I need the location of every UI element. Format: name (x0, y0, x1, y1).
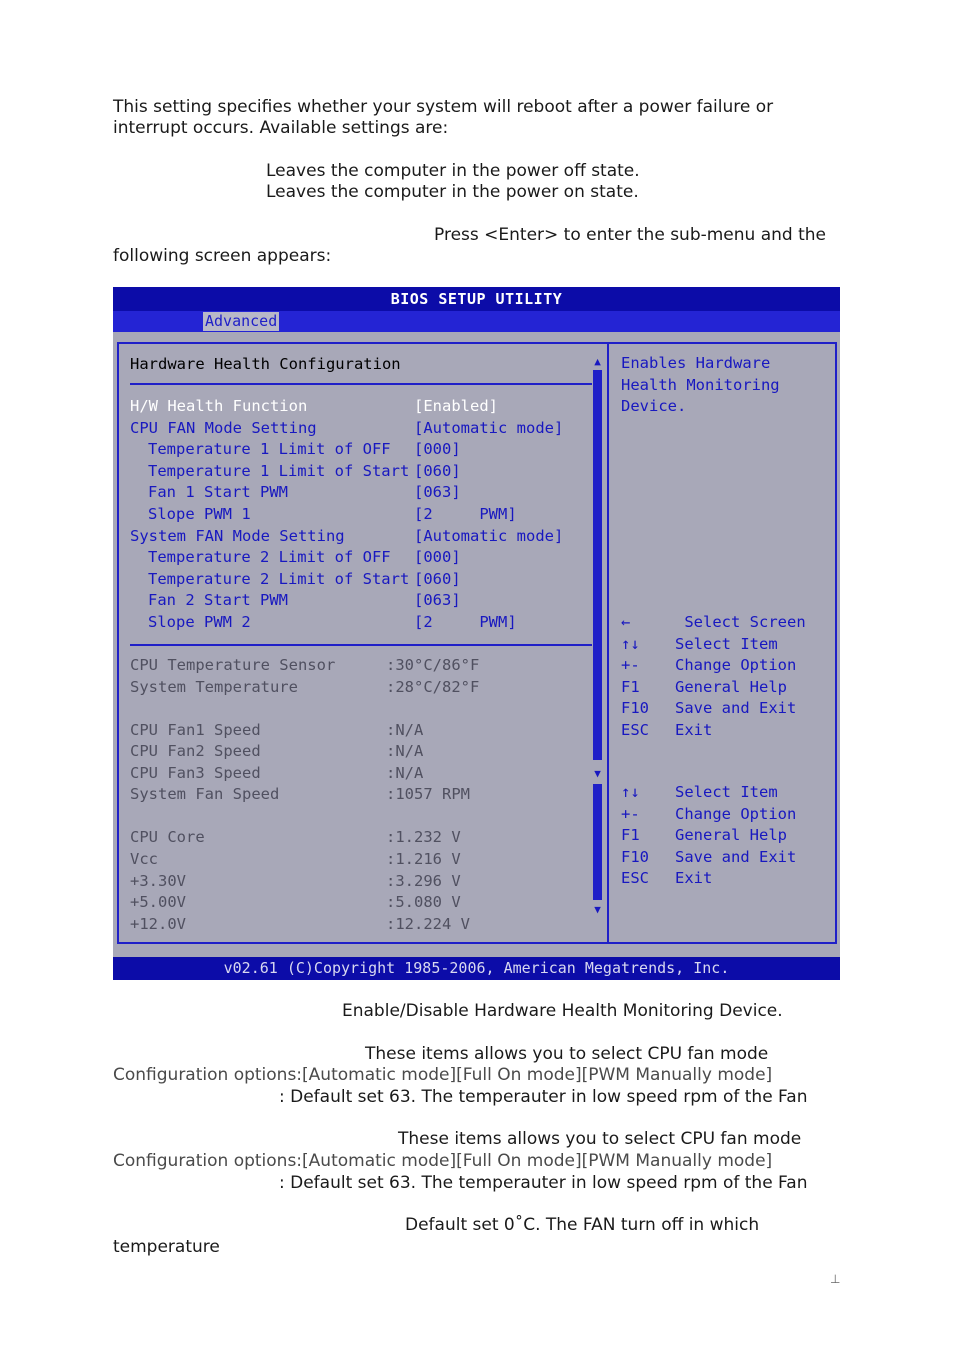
key-name: ↑↓ (621, 783, 640, 801)
bios-tab-bar (113, 311, 840, 332)
hw-health-description: Enable/Disable Hardware Health Monitoring Device. (342, 1001, 783, 1021)
power-off-option: Leaves the computer in the power off state. (266, 161, 640, 181)
key-legend-row (621, 720, 821, 741)
setting-label[interactable]: Temperature 1 Limit of OFF (148, 440, 391, 459)
setting-label[interactable]: Fan 2 Start PWM (148, 591, 288, 610)
setting-label[interactable]: System FAN Mode Setting (130, 526, 345, 545)
bios-body (113, 332, 840, 957)
reading-value: :N/A (386, 742, 424, 761)
key-name: F10 (621, 699, 649, 718)
key-name: F1 (621, 826, 640, 845)
reading-value: :5.080 V (386, 893, 461, 912)
reading-label: Vcc (130, 850, 158, 868)
key-name: +- (621, 804, 640, 823)
reading-value: :N/A (386, 720, 424, 739)
reading-label: +3.30V (130, 871, 186, 890)
setting-label[interactable]: Temperature 2 Limit of OFF (148, 548, 391, 567)
reading-value: :N/A (386, 763, 424, 782)
key-legend-row (621, 698, 821, 719)
system-fan-mode-description: These items allows you to select CPU fan mode (398, 1129, 802, 1149)
setting-value[interactable]: [Automatic mode] (414, 526, 564, 545)
setting-value[interactable]: [2 PWM] (414, 613, 517, 631)
reading-label: +12.0V (130, 914, 186, 933)
reading-value: :3.296 V (386, 871, 461, 890)
section-header: Hardware Health Configuration (130, 355, 401, 373)
scroll-down-icon[interactable]: ▼ (594, 767, 601, 780)
key-legend-row (621, 655, 821, 676)
bios-screenshot (113, 287, 840, 980)
reading-label: CPU Fan3 Speed (130, 763, 261, 782)
setting-value[interactable]: [000] (414, 440, 461, 459)
key-name: F10 (621, 847, 649, 866)
key-legend-row (621, 782, 821, 803)
bios-copyright-footer: v02.61 (C)Copyright 1985-2006, American Megatrends, Inc. (113, 957, 840, 980)
key-legend-row (621, 612, 821, 633)
key-legend-row (621, 804, 821, 825)
reading-value: :1.232 V (386, 828, 461, 847)
setting-label[interactable]: Slope PWM 1 (148, 505, 251, 523)
config-options-1: Configuration options:[Automatic mode][Full On mode][PWM Manually mode] (113, 1065, 773, 1085)
setting-value[interactable]: [060] (414, 569, 461, 588)
setting-label[interactable]: CPU FAN Mode Setting (130, 418, 317, 437)
key-name: ESC (621, 721, 649, 739)
power-on-option: Leaves the computer in the power on state. (266, 182, 639, 202)
key-description: General Help (675, 677, 787, 696)
key-description: Change Option (675, 656, 797, 675)
help-line-2: Health Monitoring (621, 375, 780, 394)
reading-label: CPU Core (130, 828, 205, 847)
page-mark: ⊥ (830, 1272, 841, 1286)
key-legend-row (621, 825, 821, 846)
setting-label[interactable]: H/W Health Function (130, 397, 308, 415)
key-name: ↑↓ (621, 634, 640, 653)
key-description: Select Screen (675, 613, 806, 631)
setting-value[interactable]: [Enabled] (414, 397, 498, 415)
submenu-note-2: following screen appears: (113, 246, 332, 266)
setting-label[interactable]: Temperature 1 Limit of Start (148, 461, 410, 480)
setting-value[interactable]: [063] (414, 483, 461, 502)
readings-divider (130, 644, 592, 646)
bios-title: BIOS SETUP UTILITY (113, 287, 840, 311)
setting-value[interactable]: [2 PWM] (414, 505, 517, 523)
fan2-start-pwm-description: : Default set 63. The temperauter in low speed rpm of the Fan (279, 1173, 808, 1193)
key-description: Exit (675, 869, 713, 888)
scrollbar-lower[interactable] (593, 784, 602, 900)
key-name: ESC (621, 869, 649, 888)
setting-value[interactable]: [Automatic mode] (414, 418, 564, 437)
key-legend-row (621, 847, 821, 868)
key-description: Select Item (675, 783, 778, 801)
key-name: ← (621, 613, 631, 631)
reading-label: CPU Fan2 Speed (130, 742, 261, 761)
fan1-start-pwm-description: : Default set 63. The temperauter in low speed rpm of the Fan (279, 1087, 808, 1107)
header-divider (130, 383, 592, 385)
setting-value[interactable]: [063] (414, 591, 461, 610)
temp-limit-off-description-2: temperature (113, 1237, 220, 1257)
setting-label[interactable]: Fan 1 Start PWM (148, 483, 288, 502)
reading-value: :1057 RPM (386, 785, 470, 804)
key-description: Save and Exit (675, 847, 797, 866)
reading-label: +5.00V (130, 893, 186, 912)
key-description: Exit (675, 721, 713, 739)
reading-label: System Fan Speed (130, 785, 280, 804)
help-line-1: Enables Hardware (621, 354, 771, 372)
setting-label[interactable]: Slope PWM 2 (148, 613, 251, 631)
scroll-down-icon-2[interactable]: ▼ (594, 903, 601, 916)
reading-value: :28°C/82°F (386, 677, 480, 696)
reading-value: :30°C/86°F (386, 656, 480, 674)
key-description: Select Item (675, 634, 778, 653)
reading-label: CPU Fan1 Speed (130, 720, 261, 739)
key-description: General Help (675, 826, 787, 845)
key-name: F1 (621, 677, 640, 696)
scrollbar-upper[interactable] (593, 370, 602, 760)
setting-value[interactable]: [000] (414, 548, 461, 567)
reading-label: System Temperature (130, 677, 298, 696)
key-description: Save and Exit (675, 699, 797, 718)
key-description: Change Option (675, 804, 797, 823)
tab-advanced[interactable]: Advanced (205, 312, 278, 330)
reading-value: :12.224 V (386, 914, 470, 933)
config-options-2: Configuration options:[Automatic mode][Full On mode][PWM Manually mode] (113, 1151, 773, 1171)
key-legend-row (621, 634, 821, 655)
help-line-3: Device. (621, 397, 687, 415)
intro-line-2: interrupt occurs. Available settings are: (113, 118, 449, 138)
intro-line-1: This setting specifies whether your system will reboot after a power failure or (113, 97, 774, 117)
submenu-note-1: Press <Enter> to enter the sub-menu and the (434, 225, 827, 245)
reading-label: CPU Temperature Sensor (130, 656, 336, 674)
reading-value: :1.216 V (386, 850, 461, 868)
key-legend-row (621, 677, 821, 698)
temp-limit-off-description: Default set 0˚C. The FAN turn off in which (405, 1215, 760, 1235)
setting-value[interactable]: [060] (414, 461, 461, 480)
scroll-up-icon[interactable]: ▲ (594, 355, 601, 368)
setting-label[interactable]: Temperature 2 Limit of Start (148, 569, 410, 588)
key-name: +- (621, 656, 640, 675)
cpu-fan-mode-description: These items allows you to select CPU fan mode (365, 1044, 769, 1064)
key-legend-row (621, 868, 821, 889)
